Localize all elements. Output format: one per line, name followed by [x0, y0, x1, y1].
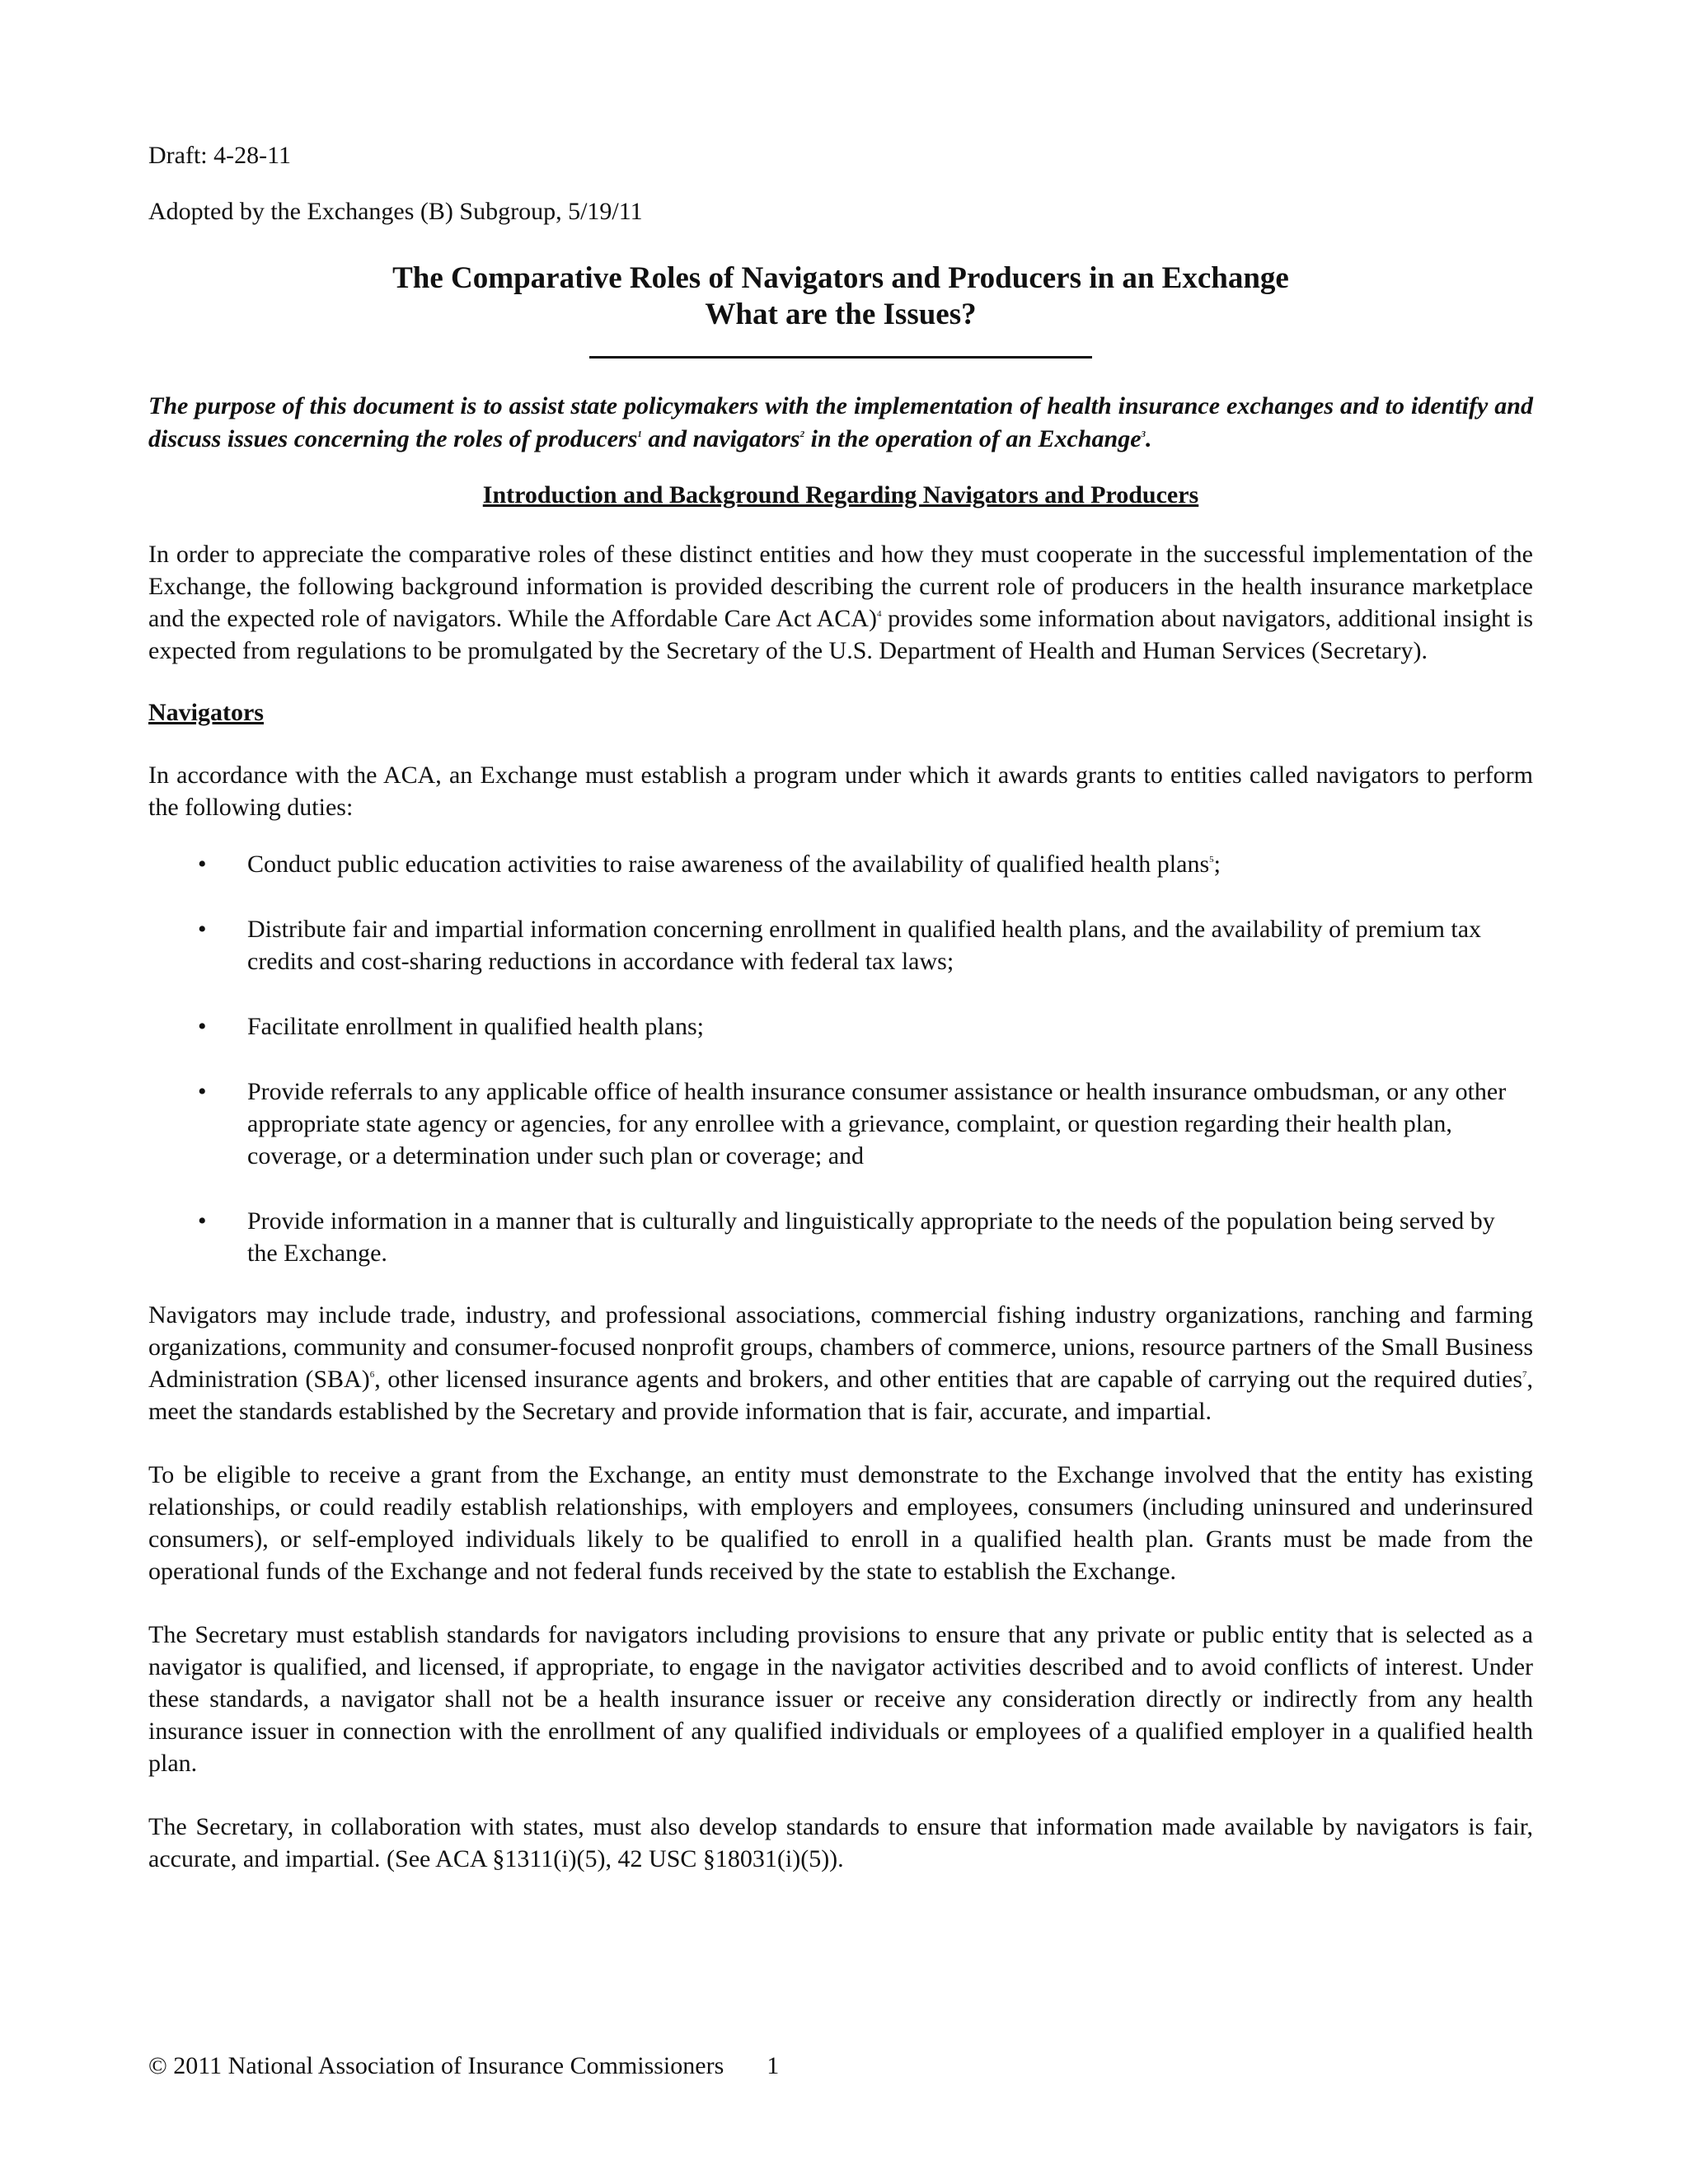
document-page: [148, 140, 1533, 1875]
navigators-paragraph-2: To be eligible to receive a grant from the Exchange, an entity must demonstrate to the Exchange involved that the entity has existing relationships, or could readily establish relationships, with employers and employees, consumers (including uninsured and underinsured consumers), or self-employed individuals likely to be qualified to enroll in a qualified health plan. Grants must be made from the operational funds of the Exchange and not federal funds received by the state to establish the Exchange.: [148, 1461, 1533, 1585]
para1-text-b: , other licensed insurance agents and brokers, and other entities that are capable of carrying out the required duties: [374, 1366, 1522, 1393]
bullet-icon: •: [198, 916, 207, 943]
title-line-2: What are the Issues?: [705, 298, 977, 331]
footnote-ref-1: 1: [637, 429, 642, 439]
footnote-ref-3: 3: [1141, 429, 1146, 439]
draft-date: Draft: 4-28-11: [148, 142, 291, 169]
duty-text-end: ;: [1213, 851, 1221, 878]
page-number: 1: [767, 2052, 780, 2079]
footnote-ref-5: 5: [1209, 855, 1214, 865]
intro-heading: Introduction and Background Regarding Navigators and Producers: [482, 481, 1199, 509]
purpose-text-4: .: [1146, 425, 1152, 452]
bullet-icon: •: [198, 1207, 207, 1235]
copyright-notice: © 2011 National Association of Insurance Commissioners: [148, 2052, 724, 2079]
document-title: [148, 260, 1533, 333]
list-item: [148, 848, 1533, 880]
bullet-icon: •: [198, 851, 207, 878]
intro-text-b: provides some information about navigators, additional insight is expected from regulations to be promulgated by the Secretary of the U.S. Department of Health and Human Services (Secretary).: [148, 605, 1533, 664]
bullet-icon: •: [198, 1078, 207, 1105]
duties-list: [148, 848, 1533, 1269]
purpose-statement: [148, 390, 1533, 456]
adoption-note: Adopted by the Exchanges (B) Subgroup, 5/19/11: [148, 198, 643, 225]
title-divider: [589, 356, 1092, 359]
para1-text-c: , meet the standards established by the Secretary and provide information that is fair, accurate, and impartial.: [148, 1366, 1533, 1425]
duty-text: Facilitate enrollment in qualified health plans;: [247, 1013, 705, 1040]
list-item: [148, 913, 1533, 977]
footnote-ref-2: 2: [799, 429, 805, 439]
footnote-ref-7: 7: [1522, 1370, 1527, 1380]
footnote-ref-4: 4: [876, 609, 882, 619]
intro-paragraph: [148, 538, 1533, 667]
bullet-icon: •: [198, 1013, 207, 1040]
duty-text: Conduct public education activities to raise awareness of the availability of qualified health plans: [247, 851, 1210, 878]
navigators-paragraph-1: [148, 1299, 1533, 1427]
purpose-text-3: in the operation of an Exchange: [804, 425, 1142, 452]
list-item: [148, 1010, 1533, 1043]
purpose-text-2: and navigators: [641, 425, 800, 452]
list-item: [148, 1076, 1533, 1172]
page-footer: [148, 2050, 779, 2082]
navigators-paragraph-3: The Secretary must establish standards for navigators including provisions to ensure that any private or public entity that is selected as a navigator is qualified, and licensed, if appropriate, to engage in the navigator activities described and to avoid conflicts of interest. Under these standards, a navigator shall not be a health insurance issuer or receive any consideration directly or indirectly from any health insurance issuer in connection with the enrollment of any qualified individuals or employees of a qualified employer in a qualified health plan.: [148, 1621, 1533, 1777]
title-line-1: The Comparative Roles of Navigators and Producers in an Exchange: [392, 261, 1289, 295]
navigators-heading: Navigators: [148, 699, 264, 726]
navigators-paragraph-4: The Secretary, in collaboration with states, must also develop standards to ensure that information made available by navigators is fair, accurate, and impartial. (See ACA §1311(i)(5), 42 USC §18031(i)(5)).: [148, 1813, 1533, 1872]
purpose-text-1: The purpose of this document is to assist state policymakers with the implementation of health insurance exchanges and to identify and discuss issues concerning the roles of producers: [148, 392, 1533, 452]
navigators-intro: In accordance with the ACA, an Exchange must establish a program under which it awards grants to entities called navigators to perform the following duties:: [148, 762, 1533, 821]
para1-text-a: Navigators may include trade, industry, and professional associations, commercial fishing industry organizations, ranching and farming organizations, community and consumer-focused nonprofit groups, chambers of commerce, unions, resource partners of the Small Business Administration (SBA): [148, 1301, 1533, 1393]
duty-text: Distribute fair and impartial information concerning enrollment in qualified health plans, and the availability of premium tax credits and cost-sharing reductions in accordance with federal tax laws;: [247, 916, 1482, 975]
duty-text: Provide referrals to any applicable office of health insurance consumer assistance or health insurance ombudsman, or any other appropriate state agency or agencies, for any enrollee with a grievance, complaint, or question regarding their health plan, coverage, or a determination under such plan or coverage; and: [247, 1078, 1507, 1169]
intro-text-a: In order to appreciate the comparative roles of these distinct entities and how they must cooperate in the successful implementation of the Exchange, the following background information is provided describing the current role of producers in the health insurance marketplace and the expected role of navigators. While the Affordable Care Act ACA): [148, 541, 1533, 632]
footnote-ref-6: 6: [369, 1370, 375, 1380]
duty-text: Provide information in a manner that is culturally and linguistically appropriate to the needs of the population being served by the Exchange.: [247, 1207, 1495, 1267]
list-item: [148, 1205, 1533, 1269]
